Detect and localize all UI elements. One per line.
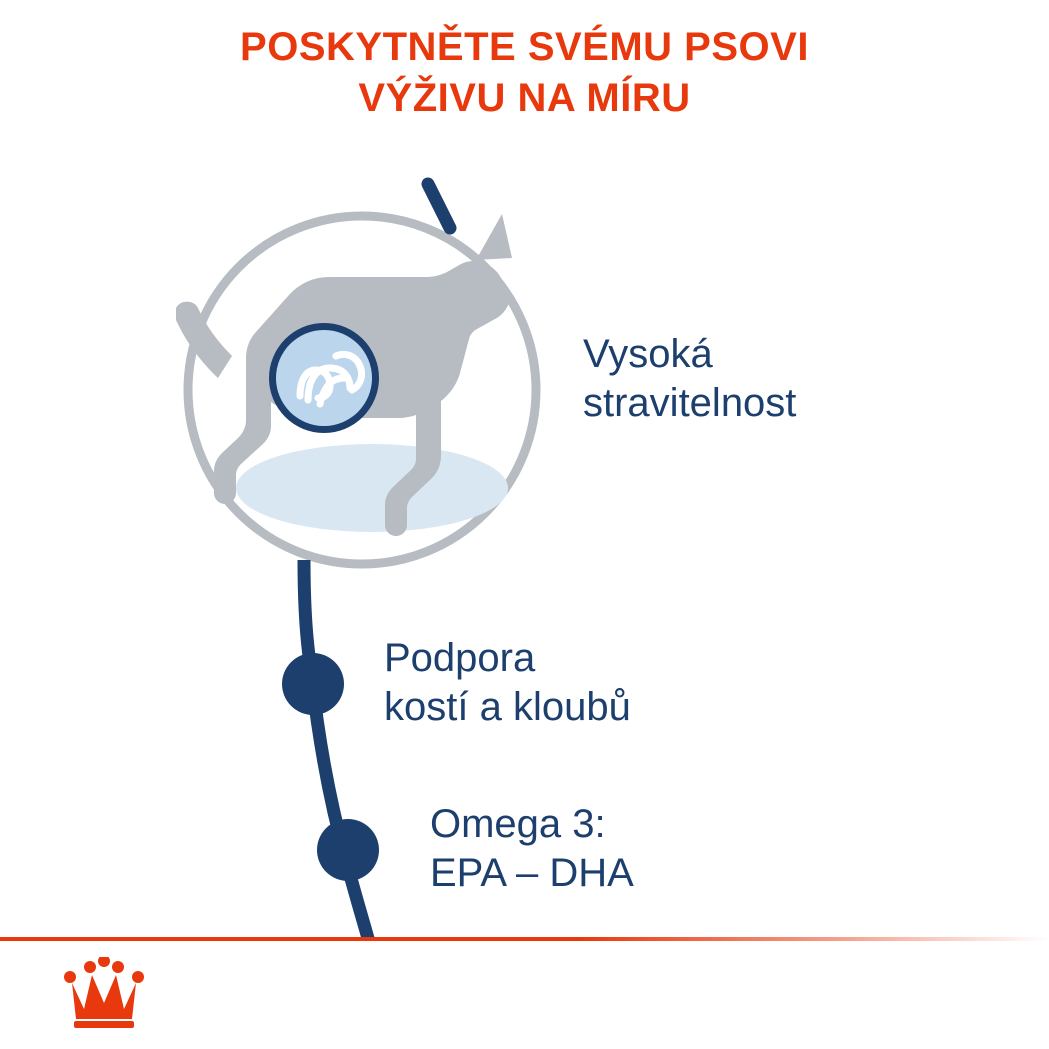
- footer-divider: [0, 937, 1049, 941]
- feature-label-omega-3: [430, 800, 634, 898]
- feature-0-line-1: Vysoká: [583, 332, 713, 376]
- crown-icon: [62, 957, 146, 1031]
- dog-illustration: [176, 160, 556, 580]
- feature-0-line-2: stravitelnost: [583, 380, 797, 425]
- footer: [0, 939, 1049, 1049]
- page-title-line-2: VÝŽIVU NA MÍRU: [358, 76, 691, 121]
- feature-2-line-1: Omega 3:: [430, 802, 606, 846]
- page-title-line-1: POSKYTNĚTE SVÉMU PSOVI: [240, 25, 809, 69]
- page-title: [0, 22, 1049, 124]
- feature-2-line-2: EPA – DHA: [430, 850, 634, 895]
- feature-label-bones-joints: [384, 634, 631, 732]
- feature-1-line-2: kostí a kloubů: [384, 684, 631, 729]
- connector-chain: [250, 560, 470, 980]
- feature-label-digestibility: [583, 330, 796, 428]
- feature-1-line-1: Podpora: [384, 636, 536, 680]
